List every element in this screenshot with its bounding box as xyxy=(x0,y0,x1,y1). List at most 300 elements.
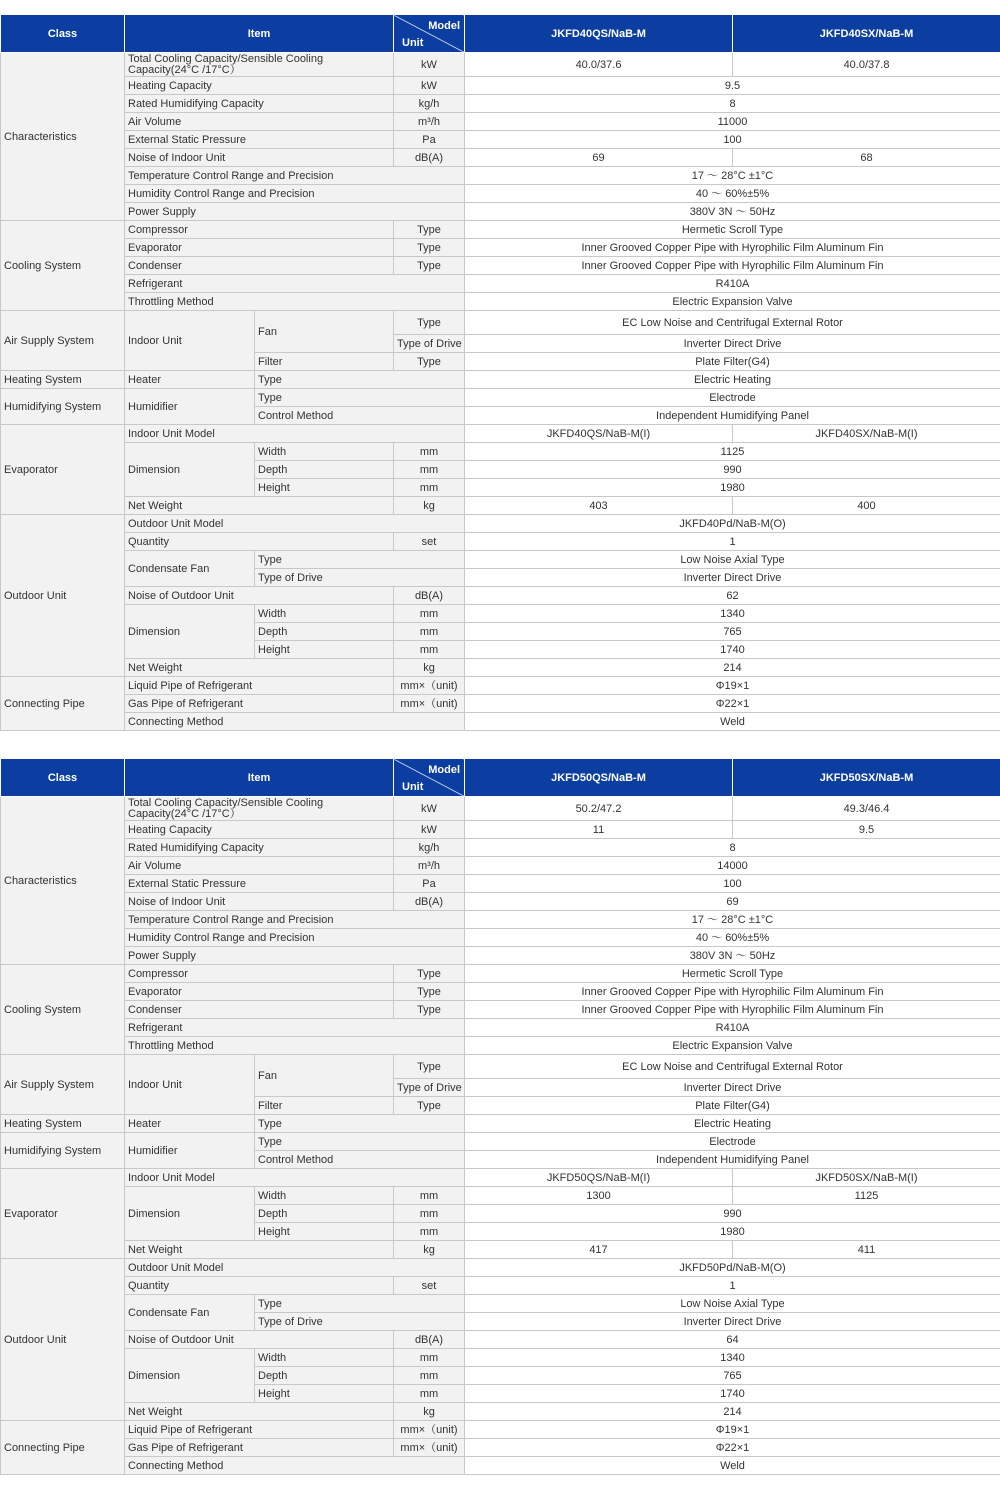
header-class: Class xyxy=(1,15,125,53)
table-row xyxy=(1,1187,1000,1205)
value-cell: 68 xyxy=(733,149,1000,167)
value-cell: Electric Expansion Valve xyxy=(465,1037,1000,1055)
table-row xyxy=(1,1277,1000,1295)
value-cell: 50.2/47.2 xyxy=(465,797,733,821)
item-heater: Heater xyxy=(125,1115,255,1133)
item-external-static: External Static Pressure xyxy=(125,131,394,149)
item-condenser: Condenser xyxy=(125,257,394,275)
value-cell: Inverter Direct Drive xyxy=(465,569,1000,587)
value-cell: 9.5 xyxy=(465,77,1000,95)
value-cell: 8 xyxy=(465,95,1000,113)
table-row xyxy=(1,1349,1000,1367)
table-row xyxy=(1,983,1000,1001)
table-row xyxy=(1,713,1000,731)
unit-cell: Type xyxy=(394,1001,465,1019)
item-fan: Fan xyxy=(255,311,394,353)
item-type-of-drive: Type of Drive xyxy=(255,569,465,587)
class-heating-system: Heating System xyxy=(1,1115,125,1133)
class-evaporator: Evaporator xyxy=(1,1169,125,1259)
value-cell: 40 ～ 60%±5% xyxy=(465,929,1000,947)
item-connecting-method: Connecting Method xyxy=(125,713,465,731)
value-cell: R410A xyxy=(465,275,1000,293)
unit-cell: Type xyxy=(394,221,465,239)
header-model-2: JKFD40SX/NaB-M xyxy=(733,15,1000,53)
unit-cell: Type xyxy=(394,353,465,371)
table-row xyxy=(1,1457,1000,1475)
table-row xyxy=(1,1259,1000,1277)
value-cell: 380V 3N ～ 50Hz xyxy=(465,203,1000,221)
header-model-unit xyxy=(394,759,465,797)
table-row xyxy=(1,221,1000,239)
table-row xyxy=(1,695,1000,713)
unit-cell: mm xyxy=(394,461,465,479)
class-humidifying-system: Humidifying System xyxy=(1,389,125,425)
value-cell: 1740 xyxy=(465,641,1000,659)
unit-cell: Type xyxy=(394,1097,465,1115)
item-heater: Heater xyxy=(125,371,255,389)
value-cell: Inner Grooved Copper Pipe with Hyrophilic Film Aluminum Fin xyxy=(465,239,1000,257)
table-row xyxy=(1,1241,1000,1259)
value-cell: Hermetic Scroll Type xyxy=(465,221,1000,239)
item-humidifier: Humidifier xyxy=(125,389,255,425)
table-row xyxy=(1,1331,1000,1349)
table-row xyxy=(1,875,1000,893)
value-cell: Φ19×1 xyxy=(465,1421,1000,1439)
value-cell: JKFD50SX/NaB-M(I) xyxy=(733,1169,1000,1187)
value-cell: Electric Heating xyxy=(465,371,1000,389)
value-cell: 69 xyxy=(465,893,1000,911)
value-cell: 765 xyxy=(465,1367,1000,1385)
value-cell: Electrode xyxy=(465,389,1000,407)
item-temp-control: Temperature Control Range and Precision xyxy=(125,911,465,929)
table-row xyxy=(1,311,1000,335)
table-header-row xyxy=(1,15,1000,53)
table-row xyxy=(1,53,1000,77)
unit-cell: mm xyxy=(394,1187,465,1205)
value-cell: 62 xyxy=(465,587,1000,605)
item-total-cooling: Total Cooling Capacity/Sensible Cooling Capacity(24°C /17°C） xyxy=(125,53,394,77)
value-cell: Plate Filter(G4) xyxy=(465,1097,1000,1115)
class-connecting-pipe: Connecting Pipe xyxy=(1,1421,125,1475)
table-row xyxy=(1,839,1000,857)
item-filter: Filter xyxy=(255,1097,394,1115)
table-row xyxy=(1,1055,1000,1079)
value-cell: Electric Heating xyxy=(465,1115,1000,1133)
value-cell: R410A xyxy=(465,1019,1000,1037)
spec-table-jkfd50 xyxy=(0,758,1000,1475)
value-cell: Electrode xyxy=(465,1133,1000,1151)
unit-cell: Type xyxy=(394,965,465,983)
table-row xyxy=(1,1037,1000,1055)
value-cell: 40.0/37.8 xyxy=(733,53,1000,77)
unit-cell: m³/h xyxy=(394,857,465,875)
unit-cell: kg xyxy=(394,1241,465,1259)
item-indoor-unit-model: Indoor Unit Model xyxy=(125,425,465,443)
item-type: Type xyxy=(255,551,465,569)
value-cell: Φ19×1 xyxy=(465,677,1000,695)
unit-cell: Type xyxy=(394,239,465,257)
item-indoor-unit: Indoor Unit xyxy=(125,1055,255,1115)
table-row xyxy=(1,203,1000,221)
value-cell: 400 xyxy=(733,497,1000,515)
table-row xyxy=(1,113,1000,131)
unit-cell: set xyxy=(394,533,465,551)
value-cell: 1 xyxy=(465,533,1000,551)
value-cell: 40 ～ 60%±5% xyxy=(465,185,1000,203)
class-air-supply: Air Supply System xyxy=(1,1055,125,1115)
item-width: Width xyxy=(255,1349,394,1367)
value-cell: 64 xyxy=(465,1331,1000,1349)
unit-cell: Pa xyxy=(394,131,465,149)
value-cell: Inverter Direct Drive xyxy=(465,1079,1000,1097)
item-noise-outdoor: Noise of Outdoor Unit xyxy=(125,1331,394,1349)
class-characteristics: Characteristics xyxy=(1,53,125,221)
value-cell: Independent Humidifying Panel xyxy=(465,1151,1000,1169)
value-cell: 1125 xyxy=(465,443,1000,461)
class-characteristics: Characteristics xyxy=(1,797,125,965)
unit-cell: kg/h xyxy=(394,95,465,113)
table-row xyxy=(1,257,1000,275)
value-cell: 1 xyxy=(465,1277,1000,1295)
table-row xyxy=(1,1001,1000,1019)
value-cell: 403 xyxy=(465,497,733,515)
table-row xyxy=(1,1421,1000,1439)
unit-cell: m³/h xyxy=(394,113,465,131)
unit-cell: kW xyxy=(394,797,465,821)
item-condensate-fan: Condensate Fan xyxy=(125,551,255,587)
item-width: Width xyxy=(255,1187,394,1205)
value-cell: Low Noise Axial Type xyxy=(465,551,1000,569)
table-row xyxy=(1,947,1000,965)
header-model-label: Model xyxy=(428,764,460,776)
unit-cell: mm xyxy=(394,1367,465,1385)
value-cell: 214 xyxy=(465,659,1000,677)
item-connecting-method: Connecting Method xyxy=(125,1457,465,1475)
item-power-supply: Power Supply xyxy=(125,947,465,965)
class-outdoor-unit: Outdoor Unit xyxy=(1,515,125,677)
value-cell: 100 xyxy=(465,131,1000,149)
class-air-supply: Air Supply System xyxy=(1,311,125,371)
item-type: Type xyxy=(255,1133,465,1151)
unit-cell: mm xyxy=(394,641,465,659)
value-cell: JKFD40SX/NaB-M(I) xyxy=(733,425,1000,443)
unit-cell: mm×（unit) xyxy=(394,1439,465,1457)
unit-cell: Type xyxy=(394,1055,465,1079)
table-row xyxy=(1,239,1000,257)
table-row xyxy=(1,677,1000,695)
class-outdoor-unit: Outdoor Unit xyxy=(1,1259,125,1421)
value-cell: EC Low Noise and Centrifugal External Rotor xyxy=(465,311,1000,335)
table-row xyxy=(1,1019,1000,1037)
unit-cell: mm xyxy=(394,1205,465,1223)
item-throttling: Throttling Method xyxy=(125,293,465,311)
value-cell: 49.3/46.4 xyxy=(733,797,1000,821)
item-control-method: Control Method xyxy=(255,1151,465,1169)
unit-cell: Type xyxy=(394,311,465,335)
table-row xyxy=(1,1403,1000,1421)
item-dimension: Dimension xyxy=(125,605,255,659)
value-cell: 1340 xyxy=(465,1349,1000,1367)
table-row xyxy=(1,587,1000,605)
value-cell: Low Noise Axial Type xyxy=(465,1295,1000,1313)
table-row xyxy=(1,1133,1000,1151)
table-row xyxy=(1,425,1000,443)
value-cell: Plate Filter(G4) xyxy=(465,353,1000,371)
value-cell: Weld xyxy=(465,713,1000,731)
unit-cell: dB(A) xyxy=(394,1331,465,1349)
item-net-weight: Net Weight xyxy=(125,659,394,677)
item-depth: Depth xyxy=(255,623,394,641)
value-cell: 11000 xyxy=(465,113,1000,131)
item-depth: Depth xyxy=(255,1367,394,1385)
item-noise-outdoor: Noise of Outdoor Unit xyxy=(125,587,394,605)
value-cell: 990 xyxy=(465,1205,1000,1223)
value-cell: 1340 xyxy=(465,605,1000,623)
table-row xyxy=(1,167,1000,185)
unit-cell: kg xyxy=(394,1403,465,1421)
item-type: Type xyxy=(255,389,465,407)
unit-cell: dB(A) xyxy=(394,149,465,167)
table-row xyxy=(1,131,1000,149)
unit-cell: kW xyxy=(394,821,465,839)
header-model-unit xyxy=(394,15,465,53)
item-indoor-unit-model: Indoor Unit Model xyxy=(125,1169,465,1187)
unit-cell: mm×（unit) xyxy=(394,695,465,713)
item-air-volume: Air Volume xyxy=(125,857,394,875)
table-row xyxy=(1,893,1000,911)
spec-table-jkfd40 xyxy=(0,14,1000,731)
table-row xyxy=(1,149,1000,167)
table-row xyxy=(1,293,1000,311)
unit-cell: kg/h xyxy=(394,839,465,857)
table-row xyxy=(1,551,1000,569)
table-row xyxy=(1,659,1000,677)
item-noise-indoor: Noise of Indoor Unit xyxy=(125,893,394,911)
unit-cell: mm xyxy=(394,1223,465,1241)
value-cell: 380V 3N ～ 50Hz xyxy=(465,947,1000,965)
class-heating-system: Heating System xyxy=(1,371,125,389)
header-item: Item xyxy=(125,15,394,53)
item-liquid-pipe: Liquid Pipe of Refrigerant xyxy=(125,1421,394,1439)
header-unit-label: Unit xyxy=(402,37,424,49)
item-net-weight: Net Weight xyxy=(125,497,394,515)
class-cooling-system: Cooling System xyxy=(1,965,125,1055)
unit-cell: Pa xyxy=(394,875,465,893)
table-row xyxy=(1,515,1000,533)
item-quantity: Quantity xyxy=(125,533,394,551)
item-width: Width xyxy=(255,443,394,461)
unit-cell: mm xyxy=(394,623,465,641)
item-control-method: Control Method xyxy=(255,407,465,425)
item-condensate-fan: Condensate Fan xyxy=(125,1295,255,1331)
unit-cell: kW xyxy=(394,53,465,77)
value-cell: 100 xyxy=(465,875,1000,893)
unit-cell: mm×（unit) xyxy=(394,677,465,695)
class-humidifying-system: Humidifying System xyxy=(1,1133,125,1169)
item-air-volume: Air Volume xyxy=(125,113,394,131)
value-cell: 11 xyxy=(465,821,733,839)
class-cooling-system: Cooling System xyxy=(1,221,125,311)
unit-cell: set xyxy=(394,1277,465,1295)
item-net-weight: Net Weight xyxy=(125,1403,394,1421)
item-height: Height xyxy=(255,641,394,659)
header-class: Class xyxy=(1,759,125,797)
value-cell: 17 ～ 28°C ±1°C xyxy=(465,167,1000,185)
header-model-1: JKFD40QS/NaB-M xyxy=(465,15,733,53)
item-evaporator: Evaporator xyxy=(125,983,394,1001)
table-row xyxy=(1,389,1000,407)
item-type: Type xyxy=(255,371,465,389)
value-cell: Hermetic Scroll Type xyxy=(465,965,1000,983)
table-row xyxy=(1,185,1000,203)
value-cell: Φ22×1 xyxy=(465,1439,1000,1457)
table-row xyxy=(1,965,1000,983)
value-cell: 765 xyxy=(465,623,1000,641)
unit-cell: kW xyxy=(394,77,465,95)
value-cell: JKFD50QS/NaB-M(I) xyxy=(465,1169,733,1187)
value-cell: 1980 xyxy=(465,1223,1000,1241)
unit-cell: mm xyxy=(394,479,465,497)
item-dimension: Dimension xyxy=(125,1349,255,1403)
value-cell: EC Low Noise and Centrifugal External Rotor xyxy=(465,1055,1000,1079)
table-row xyxy=(1,1169,1000,1187)
table-row xyxy=(1,1295,1000,1313)
table-row xyxy=(1,533,1000,551)
header-model-1: JKFD50QS/NaB-M xyxy=(465,759,733,797)
unit-cell: Type xyxy=(394,983,465,1001)
item-refrigerant: Refrigerant xyxy=(125,275,465,293)
table-header-row xyxy=(1,759,1000,797)
item-hum-control: Humidity Control Range and Precision xyxy=(125,929,465,947)
item-height: Height xyxy=(255,1223,394,1241)
table-row xyxy=(1,821,1000,839)
value-cell: Inverter Direct Drive xyxy=(465,1313,1000,1331)
item-humidifier: Humidifier xyxy=(125,1133,255,1169)
item-throttling: Throttling Method xyxy=(125,1037,465,1055)
value-cell: 990 xyxy=(465,461,1000,479)
item-gas-pipe: Gas Pipe of Refrigerant xyxy=(125,1439,394,1457)
header-model-label: Model xyxy=(428,20,460,32)
value-cell: 9.5 xyxy=(733,821,1000,839)
item-power-supply: Power Supply xyxy=(125,203,465,221)
unit-cell: kg xyxy=(394,659,465,677)
value-cell: 214 xyxy=(465,1403,1000,1421)
item-total-cooling: Total Cooling Capacity/Sensible Cooling Capacity(24°C /17°C） xyxy=(125,797,394,821)
item-evaporator: Evaporator xyxy=(125,239,394,257)
value-cell: Independent Humidifying Panel xyxy=(465,407,1000,425)
table-row xyxy=(1,275,1000,293)
unit-cell: Type of Drive xyxy=(394,1079,465,1097)
class-evaporator: Evaporator xyxy=(1,425,125,515)
item-depth: Depth xyxy=(255,461,394,479)
class-connecting-pipe: Connecting Pipe xyxy=(1,677,125,731)
value-cell: 14000 xyxy=(465,857,1000,875)
item-compressor: Compressor xyxy=(125,965,394,983)
item-rated-humidifying: Rated Humidifying Capacity xyxy=(125,839,394,857)
unit-cell: dB(A) xyxy=(394,893,465,911)
unit-cell: mm xyxy=(394,1385,465,1403)
item-liquid-pipe: Liquid Pipe of Refrigerant xyxy=(125,677,394,695)
item-fan: Fan xyxy=(255,1055,394,1097)
value-cell: 69 xyxy=(465,149,733,167)
item-dimension: Dimension xyxy=(125,443,255,497)
item-condenser: Condenser xyxy=(125,1001,394,1019)
item-height: Height xyxy=(255,1385,394,1403)
item-temp-control: Temperature Control Range and Precision xyxy=(125,167,465,185)
value-cell: 8 xyxy=(465,839,1000,857)
table-row xyxy=(1,1115,1000,1133)
unit-cell: Type of Drive xyxy=(394,335,465,353)
item-width: Width xyxy=(255,605,394,623)
value-cell: JKFD40QS/NaB-M(I) xyxy=(465,425,733,443)
value-cell: 411 xyxy=(733,1241,1000,1259)
item-compressor: Compressor xyxy=(125,221,394,239)
value-cell: Electric Expansion Valve xyxy=(465,293,1000,311)
header-unit-label: Unit xyxy=(402,781,424,793)
value-cell: 1125 xyxy=(733,1187,1000,1205)
value-cell: 1980 xyxy=(465,479,1000,497)
table-row xyxy=(1,857,1000,875)
unit-cell: Type xyxy=(394,257,465,275)
item-noise-indoor: Noise of Indoor Unit xyxy=(125,149,394,167)
value-cell: 40.0/37.6 xyxy=(465,53,733,77)
value-cell: Inner Grooved Copper Pipe with Hyrophilic Film Aluminum Fin xyxy=(465,983,1000,1001)
table-row xyxy=(1,797,1000,821)
item-dimension: Dimension xyxy=(125,1187,255,1241)
item-outdoor-unit-model: Outdoor Unit Model xyxy=(125,515,465,533)
item-type-of-drive: Type of Drive xyxy=(255,1313,465,1331)
value-cell: Inverter Direct Drive xyxy=(465,335,1000,353)
unit-cell: mm xyxy=(394,605,465,623)
item-type: Type xyxy=(255,1295,465,1313)
unit-cell: kg xyxy=(394,497,465,515)
value-cell: 1300 xyxy=(465,1187,733,1205)
item-height: Height xyxy=(255,479,394,497)
item-filter: Filter xyxy=(255,353,394,371)
item-heating-capacity: Heating Capacity xyxy=(125,77,394,95)
table-row xyxy=(1,605,1000,623)
item-outdoor-unit-model: Outdoor Unit Model xyxy=(125,1259,465,1277)
table-row xyxy=(1,1439,1000,1457)
table-row xyxy=(1,371,1000,389)
value-cell: JKFD40Pd/NaB-M(O) xyxy=(465,515,1000,533)
item-rated-humidifying: Rated Humidifying Capacity xyxy=(125,95,394,113)
item-net-weight: Net Weight xyxy=(125,1241,394,1259)
unit-cell: mm xyxy=(394,443,465,461)
table-row xyxy=(1,443,1000,461)
value-cell: 1740 xyxy=(465,1385,1000,1403)
header-model-2: JKFD50SX/NaB-M xyxy=(733,759,1000,797)
unit-cell: dB(A) xyxy=(394,587,465,605)
unit-cell: mm×（unit) xyxy=(394,1421,465,1439)
item-quantity: Quantity xyxy=(125,1277,394,1295)
header-item: Item xyxy=(125,759,394,797)
unit-cell: mm xyxy=(394,1349,465,1367)
value-cell: Inner Grooved Copper Pipe with Hyrophilic Film Aluminum Fin xyxy=(465,1001,1000,1019)
table-row xyxy=(1,911,1000,929)
item-depth: Depth xyxy=(255,1205,394,1223)
value-cell: JKFD50Pd/NaB-M(O) xyxy=(465,1259,1000,1277)
value-cell: Weld xyxy=(465,1457,1000,1475)
item-gas-pipe: Gas Pipe of Refrigerant xyxy=(125,695,394,713)
item-type: Type xyxy=(255,1115,465,1133)
item-heating-capacity: Heating Capacity xyxy=(125,821,394,839)
item-external-static: External Static Pressure xyxy=(125,875,394,893)
value-cell: Inner Grooved Copper Pipe with Hyrophilic Film Aluminum Fin xyxy=(465,257,1000,275)
table-row xyxy=(1,929,1000,947)
table-row xyxy=(1,95,1000,113)
table-row xyxy=(1,77,1000,95)
